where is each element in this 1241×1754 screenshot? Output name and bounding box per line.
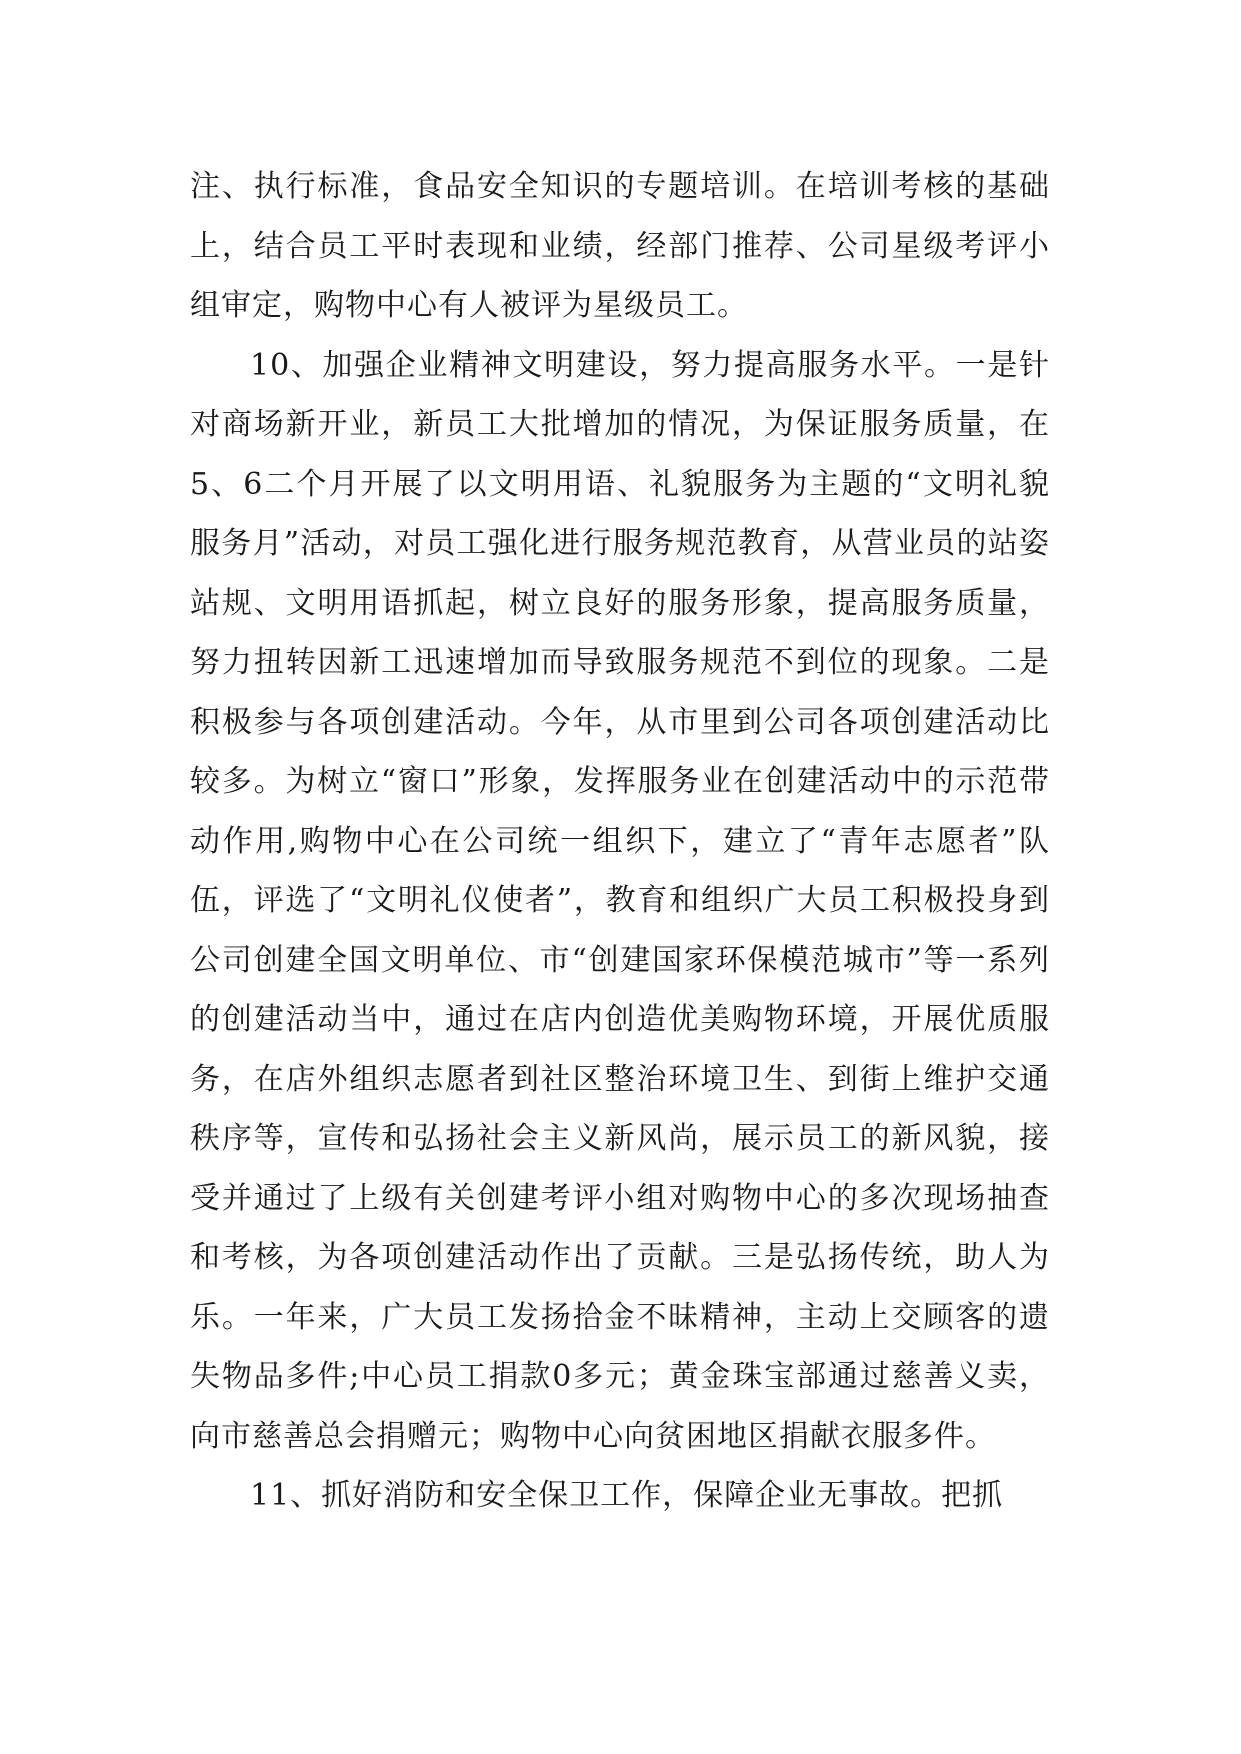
paragraph-item-10: 10、加强企业精神文明建设，努力提高服务水平。一是针对商场新开业，新员工大批增加的情况，为保证服务质量，在5、6二个月开展了以文明用语、礼貌服务为主题的“文明礼貌服务月”活动，对员工强化进行服务规范教育，从营业员的站姿站规、文明用语抓起，树立良好的服务形象，提高服务质量，努力扭转因新工迅速增加而导致服务规范不到位的现象。二是积极参与各项创建活动。今年，从市里到公司各项创建活动比较多。为树立“窗口”形象，发挥服务业在创建活动中的示范带动作用,购物中心在公司统一组织下，建立了“青年志愿者”队伍，评选了“文明礼仪使者”，教育和组织广大员工积极投身到公司创建全国文明单位、市“创建国家环保模范城市”等一系列的创建活动当中，通过在店内创造优美购物环境，开展优质服务，在店外组织志愿者到社区整治环境卫生、到街上维护交通秩序等，宣传和弘扬社会主义新风尚，展示员工的新风貌，接受并通过了上级有关创建考评小组对购物中心的多次现场抽查和考核，为各项创建活动作出了贡献。三是弘扬传统，助人为乐。一年来，广大员工发扬拾金不昧精神，主动上交顾客的遗失物品多件;中心员工捐款0多元；黄金珠宝部通过慈善义卖，向市慈善总会捐赠元；购物中心向贫困地区捐献衣服多件。 [190,347,1050,1454]
paragraph-item-11: 11、抓好消防和安全保卫工作，保障企业无事故。把抓 [250,1478,1004,1513]
paragraph-continuation: 注、执行标准，食品安全知识的专题培训。在培训考核的基础上，结合员工平时表现和业绩，经部门推荐、公司星级考评小组审定，购物中心有人被评为星级员工。 [190,169,1050,323]
document-body [190,157,1050,1526]
